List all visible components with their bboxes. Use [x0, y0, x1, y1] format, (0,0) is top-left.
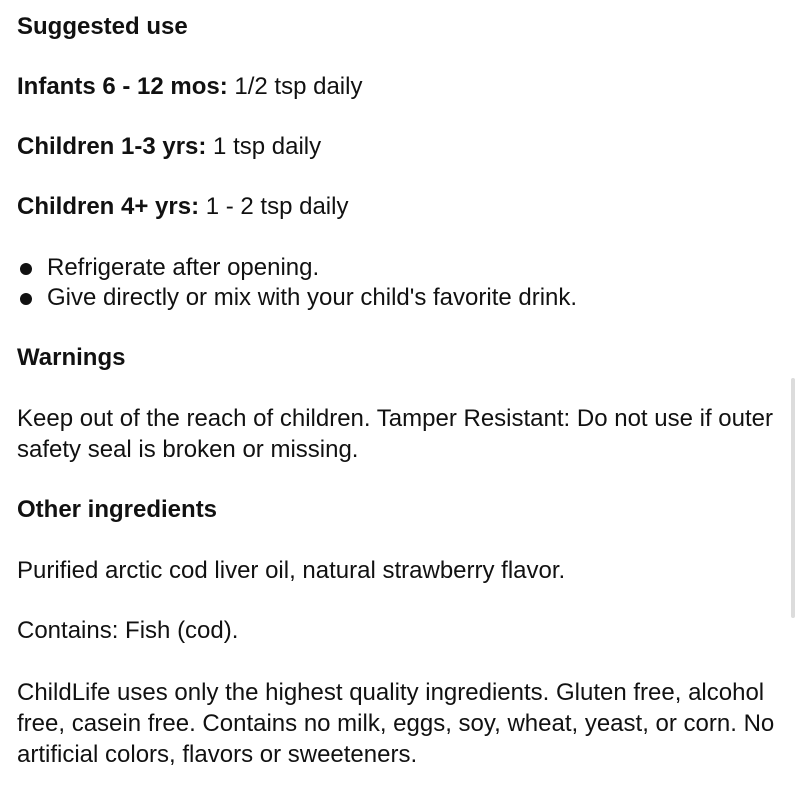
quality-text: ChildLife uses only the highest quality ingredients. Gluten free, alcohol free, casein free. Contains no milk, eggs, soy, wheat, yeast, or corn. No artificial colors, flavors or sweeteners.: [17, 679, 775, 768]
bullet-icon: [20, 263, 32, 275]
list-item: [17, 283, 577, 313]
dosage-value: 1/2 tsp daily: [227, 73, 363, 100]
allergen-text: Contains: Fish (cod).: [17, 617, 239, 644]
dosage-label: Children 1-3 yrs:: [17, 133, 207, 160]
dosage-label: Children 4+ yrs:: [17, 193, 200, 220]
ingredients-text: Purified arctic cod liver oil, natural strawberry flavor.: [17, 557, 566, 584]
usage-bullet-list: [17, 253, 577, 313]
dosage-label: Infants 6 - 12 mos:: [17, 73, 228, 100]
dosage-children-4-plus: [17, 192, 348, 222]
warnings-heading: Warnings: [17, 344, 126, 371]
list-item: [17, 253, 577, 283]
dosage-infants: [17, 72, 362, 102]
dosage-value: 1 tsp daily: [206, 133, 322, 160]
bullet-text: Give directly or mix with your child's favorite drink.: [47, 284, 578, 311]
other-ingredients-heading: Other ingredients: [17, 496, 218, 523]
dosage-children-1-3: [17, 132, 321, 162]
warnings-text: Keep out of the reach of children. Tamper Resistant: Do not use if outer safety seal is broken or missing.: [17, 405, 773, 463]
bullet-text: Refrigerate after opening.: [47, 254, 320, 281]
bullet-icon: [20, 293, 32, 305]
scrollbar[interactable]: [791, 378, 795, 618]
suggested-use-heading: Suggested use: [17, 13, 188, 40]
dosage-value: 1 - 2 tsp daily: [199, 193, 349, 220]
